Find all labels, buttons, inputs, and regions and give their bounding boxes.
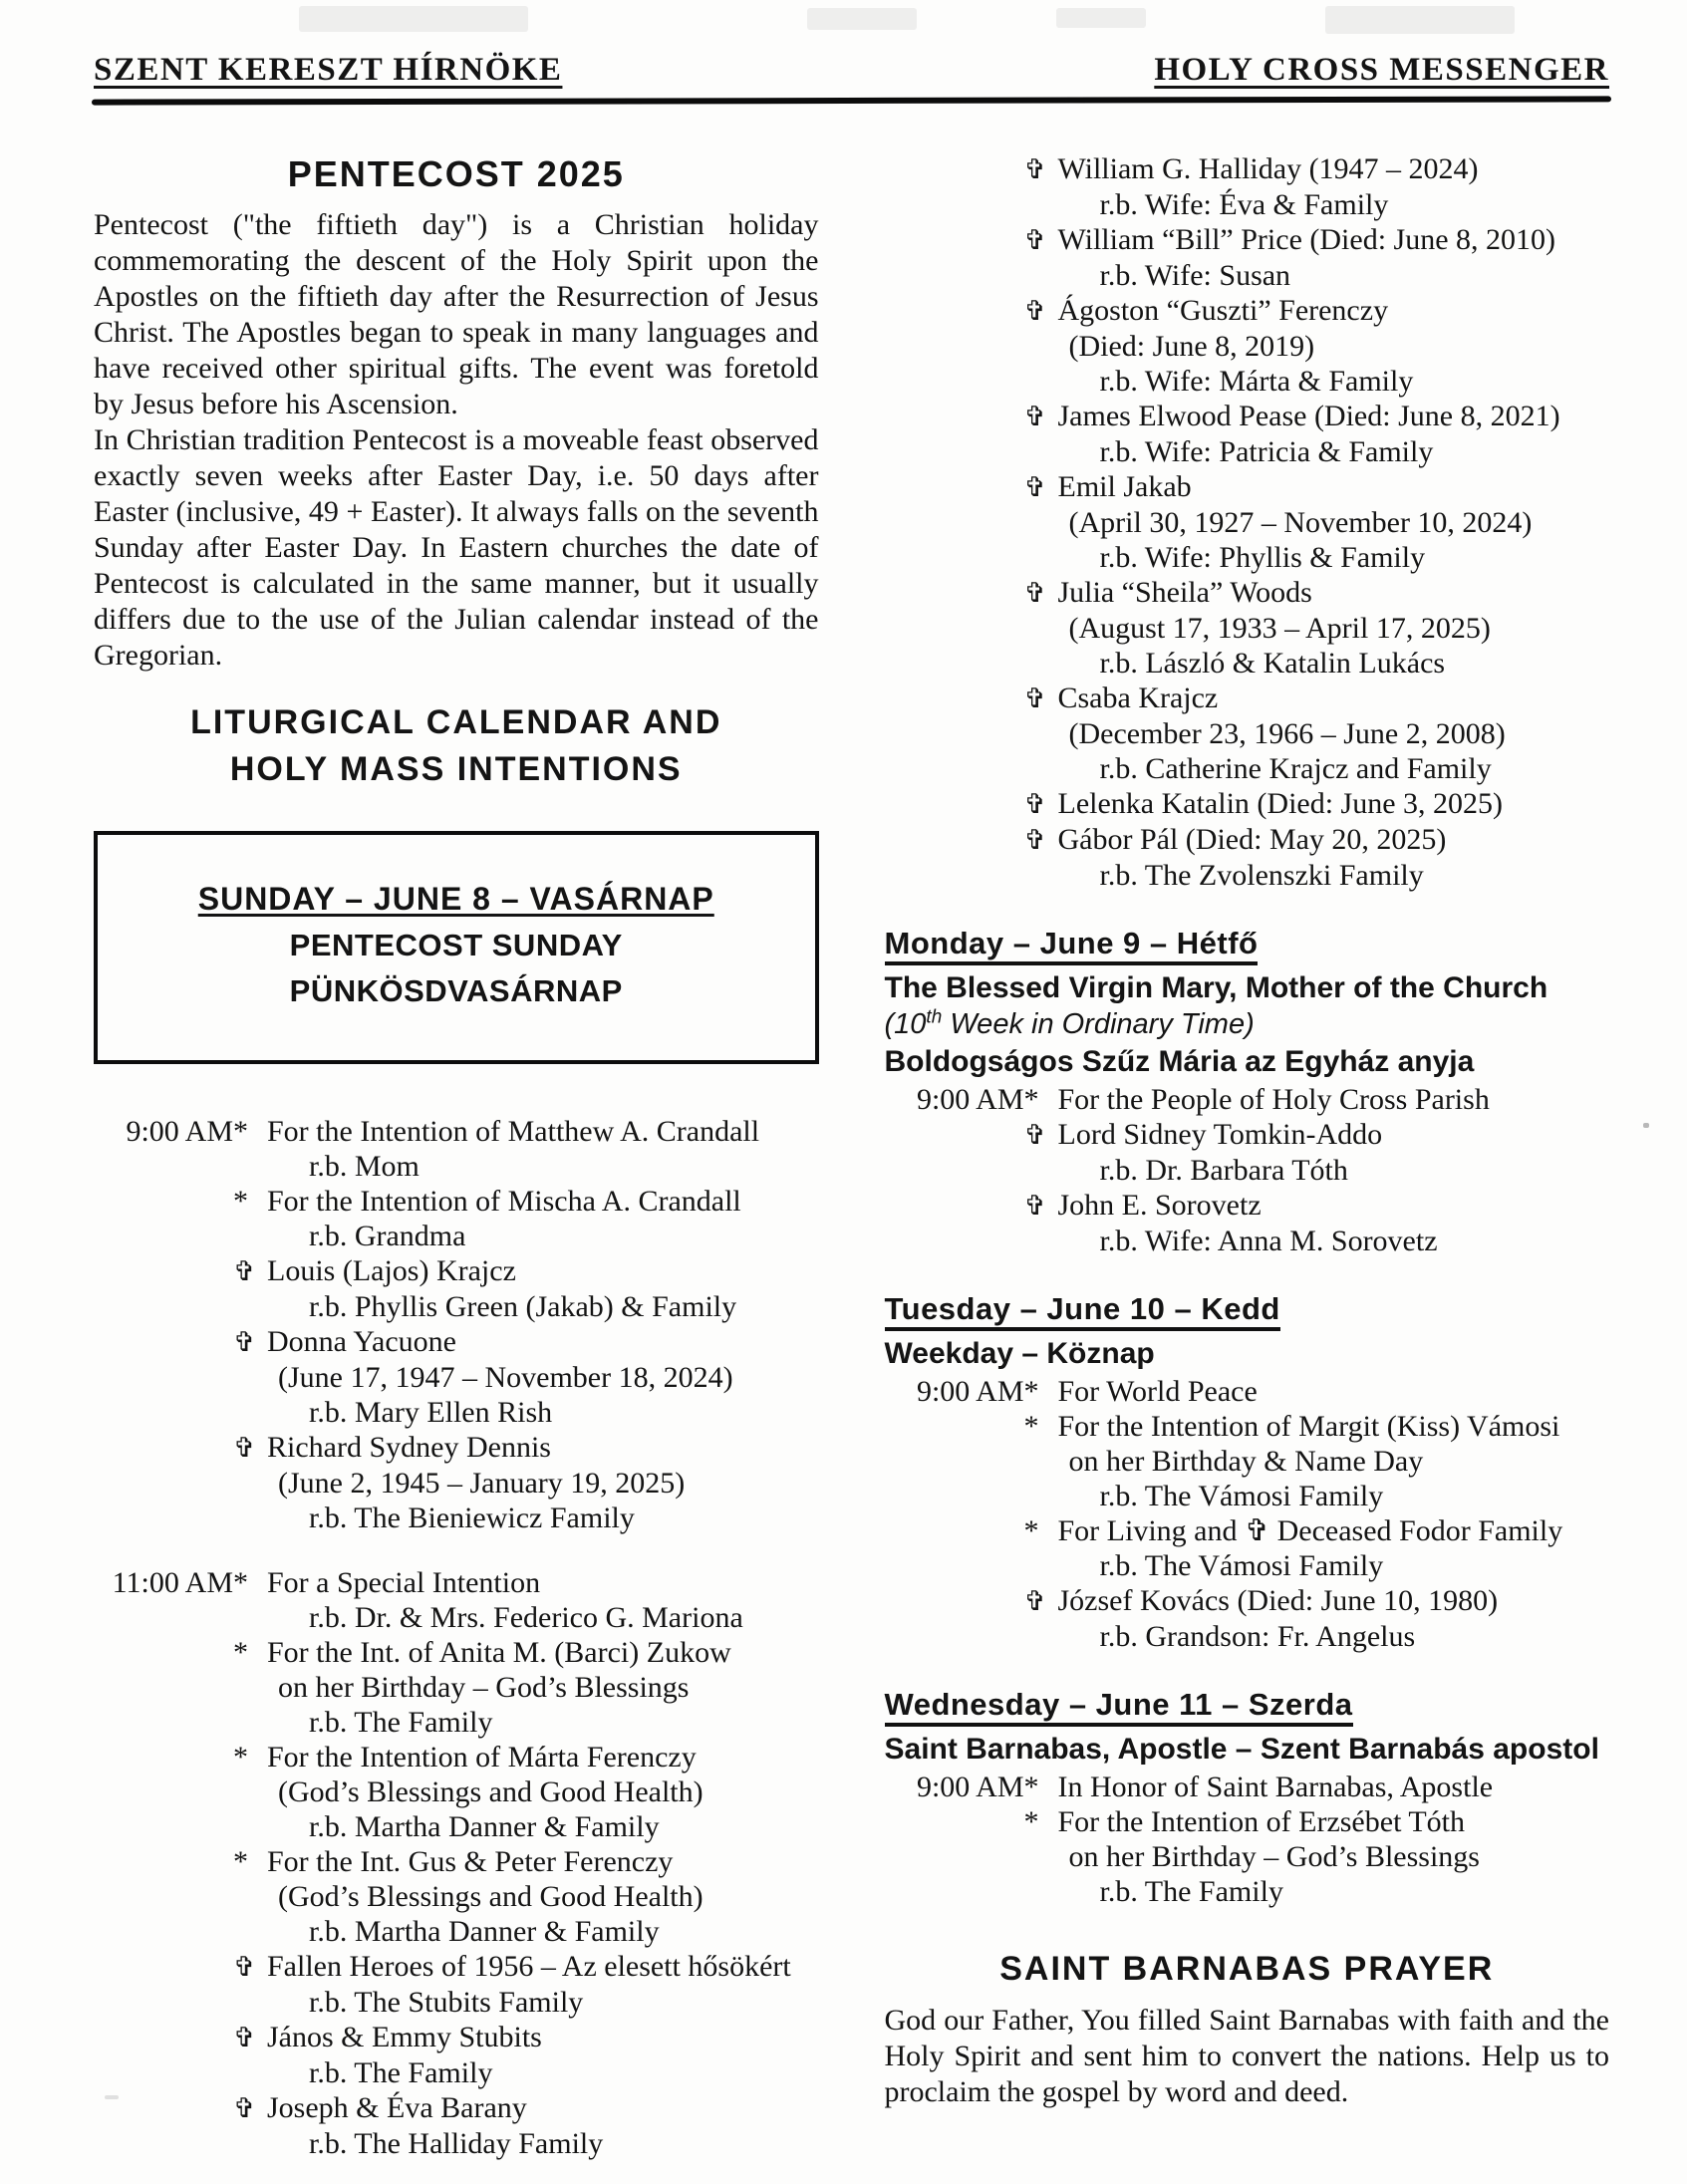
intention-line xyxy=(885,1804,1610,1839)
intention-text: r.b. The Vámosi Family xyxy=(1099,1480,1384,1512)
intention-line xyxy=(885,151,1610,187)
cross-icon: ✞ xyxy=(1023,825,1047,856)
intention-line xyxy=(885,329,1610,364)
article-paragraph: Pentecost ("the fiftieth day") is a Christian holiday commemorating the descent of the Holy Spirit upon the Apostles on the fiftieth day after the Resurrection of Jesus Christ. The Apostles began to speak in many languages and have received other spiritual gifts. The event was foretold by Jesus before his Ascension. xyxy=(94,208,819,420)
scan-smudge xyxy=(299,6,528,32)
calendar-title xyxy=(94,699,819,793)
intention-text: For Living and ✞ Deceased Fodor Family xyxy=(1057,1514,1563,1547)
intention-line xyxy=(885,1374,1610,1409)
mass-time: 9:00 AM xyxy=(916,1771,1024,1803)
intention-text: r.b. The Halliday Family xyxy=(309,2127,604,2160)
intention-text: r.b. Wife: Susan xyxy=(1099,259,1291,292)
asterisk-marker: * xyxy=(1023,1083,1039,1116)
day-section xyxy=(885,926,1610,1258)
intention-text: Csaba Krajcz xyxy=(1057,682,1219,714)
intention-text: John E. Sorovetz xyxy=(1057,1189,1262,1222)
intention-line xyxy=(885,399,1610,434)
intention-line xyxy=(94,2090,819,2126)
intention-line xyxy=(885,646,1610,681)
intention-text: For the Intention of Erzsébet Tóth xyxy=(1057,1805,1466,1838)
intention-text: Fallen Heroes of 1956 – Az elesett hősökért xyxy=(267,1950,791,1983)
cross-icon: ✞ xyxy=(233,2023,256,2053)
intention-line xyxy=(885,822,1610,858)
intention-text: Donna Yacuone xyxy=(267,1325,456,1358)
intention-line xyxy=(885,293,1610,329)
cross-icon: ✞ xyxy=(1023,154,1047,185)
sunday-box xyxy=(94,831,819,1064)
ordinal-superscript: th xyxy=(926,1006,943,1028)
intention-text: Ágoston “Guszti” Ferenczy xyxy=(1057,294,1389,327)
intention-line xyxy=(94,1466,819,1501)
intention-text: r.b. Dr. Barbara Tóth xyxy=(1099,1154,1348,1187)
asterisk-marker: * xyxy=(233,1741,248,1774)
cross-icon: ✞ xyxy=(1023,1120,1047,1151)
intention-text: r.b. The Bieniewicz Family xyxy=(309,1502,635,1534)
intention-line xyxy=(885,786,1610,822)
feast-line: Boldogságos Szűz Mária az Egyház anyja xyxy=(884,1045,1475,1078)
intention-line xyxy=(885,1770,1610,1804)
intention-text: r.b. László & Katalin Lukács xyxy=(1099,647,1446,680)
intention-text: r.b. The Family xyxy=(309,1706,493,1739)
intention-text: r.b. Martha Danner & Family xyxy=(309,1810,660,1843)
intention-line xyxy=(885,751,1610,786)
cross-icon: ✞ xyxy=(1023,296,1047,327)
intention-text: In Honor of Saint Barnabas, Apostle xyxy=(1057,1771,1494,1803)
mass-time: 9:00 AM xyxy=(916,1375,1024,1408)
intention-text: Joseph & Éva Barany xyxy=(267,2091,527,2124)
cross-icon: ✞ xyxy=(233,1256,256,1287)
mass-time-block xyxy=(885,1082,1610,1258)
article-title: PENTECOST 2025 xyxy=(287,153,625,194)
feast-line-post: Week in Ordinary Time) xyxy=(942,1008,1255,1040)
asterisk-marker: * xyxy=(1023,1514,1039,1547)
intention-line xyxy=(885,1224,1610,1258)
cross-icon: ✞ xyxy=(1023,789,1047,820)
day-header-text: Wednesday – June 11 – Szerda xyxy=(885,1687,1353,1727)
intention-line xyxy=(885,1153,1610,1188)
intention-line xyxy=(885,540,1610,575)
intention-text: r.b. Wife: Phyllis & Family xyxy=(1099,541,1426,574)
intention-line xyxy=(94,2020,819,2055)
intention-text: r.b. Mom xyxy=(309,1150,420,1183)
intention-text: William G. Halliday (1947 – 2024) xyxy=(1057,152,1479,185)
asterisk-marker: * xyxy=(233,1636,248,1669)
intention-text: r.b. The Family xyxy=(1099,1875,1283,1908)
two-column-body xyxy=(94,151,1609,2161)
cross-icon: ✞ xyxy=(1023,1586,1047,1617)
intention-text: r.b. Wife: Márta & Family xyxy=(1099,365,1414,398)
intention-text: (August 17, 1933 – April 17, 2025) xyxy=(1068,612,1491,645)
day-header-text: Tuesday – June 10 – Kedd xyxy=(885,1291,1280,1331)
intention-text: r.b. The Zvolenszki Family xyxy=(1099,859,1424,892)
page-header xyxy=(0,52,1687,104)
intention-text: For the Intention of Matthew A. Crandall xyxy=(267,1115,760,1148)
intention-line xyxy=(94,1879,819,1914)
intention-line xyxy=(94,1253,819,1289)
intention-text: r.b. The Family xyxy=(309,2056,493,2089)
intention-line xyxy=(885,1444,1610,1479)
intention-text: (God’s Blessings and Good Health) xyxy=(278,1775,703,1808)
intention-line xyxy=(885,1117,1610,1153)
mass-time-block xyxy=(94,1114,819,1535)
intention-line xyxy=(94,1809,819,1844)
scan-smudge xyxy=(1056,8,1146,28)
intention-line xyxy=(94,1985,819,2020)
scan-smudge xyxy=(807,8,917,30)
left-column xyxy=(94,151,819,2161)
intention-text: (April 30, 1927 – November 10, 2024) xyxy=(1068,506,1533,539)
asterisk-marker: * xyxy=(233,1185,248,1218)
mass-time-block xyxy=(885,1374,1610,1654)
intention-text: r.b. Grandma xyxy=(309,1220,466,1252)
intention-line xyxy=(885,575,1610,611)
day-section xyxy=(885,1291,1610,1654)
intention-line xyxy=(885,222,1610,258)
intention-line xyxy=(885,187,1610,222)
scan-smudge xyxy=(1325,6,1515,34)
intention-text: Louis (Lajos) Krajcz xyxy=(267,1254,516,1287)
mass-time-block xyxy=(94,1565,819,2161)
sunday-box-subtitle-english: PENTECOST SUNDAY xyxy=(289,928,623,962)
intention-line xyxy=(94,1565,819,1600)
intention-text: r.b. Wife: Anna M. Sorovetz xyxy=(1099,1225,1438,1257)
intention-text: r.b. Phyllis Green (Jakab) & Family xyxy=(309,1290,737,1323)
cross-icon: ✞ xyxy=(1023,225,1047,256)
masthead xyxy=(94,52,1609,89)
intention-text: r.b. Catherine Krajcz and Family xyxy=(1099,752,1492,785)
intention-line xyxy=(94,1600,819,1635)
intention-text: For World Peace xyxy=(1057,1375,1258,1408)
intention-text: For the People of Holy Cross Parish xyxy=(1057,1083,1490,1116)
masthead-left-title: SZENT KERESZT HÍRNÖKE xyxy=(94,52,563,88)
intention-line xyxy=(885,434,1610,469)
masthead-right-title: HOLY CROSS MESSENGER xyxy=(1154,52,1609,88)
intention-text: József Kovács (Died: June 10, 1980) xyxy=(1057,1584,1499,1617)
cross-icon: ✞ xyxy=(1023,683,1047,714)
intention-text: For the Intention of Mischa A. Crandall xyxy=(267,1185,741,1218)
intention-text: Lord Sidney Tomkin-Addo xyxy=(1057,1118,1383,1151)
intention-line xyxy=(885,1409,1610,1444)
feast-line: Saint Barnabas, Apostle – Szent Barnabás apostol xyxy=(884,1733,1599,1766)
intention-text: r.b. The Stubits Family xyxy=(309,1986,584,2019)
calendar-title-line: LITURGICAL CALENDAR AND xyxy=(190,703,722,741)
intention-text: William “Bill” Price (Died: June 8, 2010) xyxy=(1057,223,1556,256)
calendar-title-line: HOLY MASS INTENTIONS xyxy=(229,750,683,788)
intention-line xyxy=(885,1479,1610,1513)
weekday-sections xyxy=(885,926,1610,1909)
intention-line xyxy=(94,1219,819,1253)
intention-line xyxy=(885,681,1610,716)
intention-text: r.b. Wife: Patricia & Family xyxy=(1099,435,1434,468)
intention-line xyxy=(885,1513,1610,1548)
day-header xyxy=(885,1291,1610,1327)
intention-line xyxy=(885,1188,1610,1224)
intention-text: Richard Sydney Dennis xyxy=(267,1431,551,1464)
cross-icon: ✞ xyxy=(233,1433,256,1464)
mass-time: 9:00 AM xyxy=(126,1115,233,1148)
intention-line xyxy=(885,1082,1610,1117)
day-header-text: Monday – June 9 – Hétfő xyxy=(885,926,1259,965)
intention-text: on her Birthday – God’s Blessings xyxy=(1068,1840,1480,1873)
intention-line xyxy=(885,716,1610,751)
asterisk-marker: * xyxy=(233,1845,248,1878)
day-section xyxy=(885,1687,1610,1909)
intention-line xyxy=(885,1548,1610,1583)
intention-line xyxy=(94,1705,819,1740)
intention-line xyxy=(885,505,1610,540)
cross-icon: ✞ xyxy=(233,1327,256,1358)
intention-text: For the Intention of Márta Ferenczy xyxy=(267,1741,697,1774)
intention-text: (June 17, 1947 – November 18, 2024) xyxy=(278,1361,733,1394)
intention-text: For the Int. Gus & Peter Ferenczy xyxy=(267,1845,674,1878)
intention-line xyxy=(885,1839,1610,1874)
right-column xyxy=(885,151,1610,2161)
intention-line xyxy=(885,1874,1610,1909)
asterisk-marker: * xyxy=(1023,1771,1039,1803)
intention-line xyxy=(94,1289,819,1324)
intention-text: r.b. Dr. & Mrs. Federico G. Mariona xyxy=(309,1601,743,1634)
intention-line xyxy=(885,1619,1610,1654)
intention-line xyxy=(885,258,1610,293)
intention-text: Gábor Pál (Died: May 20, 2025) xyxy=(1057,823,1447,856)
asterisk-marker: * xyxy=(233,1566,248,1599)
intention-line xyxy=(94,2126,819,2161)
intention-line xyxy=(94,1501,819,1535)
prayer-section xyxy=(885,1949,1610,2110)
intention-text: r.b. Wife: Éva & Family xyxy=(1099,188,1389,221)
intention-text: For a Special Intention xyxy=(267,1566,541,1599)
intention-line xyxy=(885,469,1610,505)
intention-text: Emil Jakab xyxy=(1057,470,1192,503)
intention-text: on her Birthday & Name Day xyxy=(1068,1445,1424,1478)
intention-text: on her Birthday – God’s Blessings xyxy=(278,1671,690,1704)
pentecost-article xyxy=(94,207,819,674)
prayer-text: God our Father, You filled Saint Barnabas with faith and the Holy Spirit and sent him to convert the nations. Help us to proclaim the gospel by word and deed. xyxy=(884,2004,1609,2108)
intention-line xyxy=(885,611,1610,646)
mass-time: 9:00 AM xyxy=(916,1083,1024,1116)
intention-line xyxy=(94,1149,819,1184)
intention-line xyxy=(94,1324,819,1360)
intention-line xyxy=(94,1670,819,1705)
feast-line-pre: (10 xyxy=(884,1008,927,1040)
mass-time-block xyxy=(885,1770,1610,1909)
intention-text: For the Int. of Anita M. (Barci) Zukow xyxy=(267,1636,731,1669)
day-header xyxy=(885,926,1610,961)
intention-line xyxy=(94,1114,819,1149)
intention-text: r.b. The Vámosi Family xyxy=(1099,1549,1384,1582)
intention-line xyxy=(94,1949,819,1985)
intention-text: Lelenka Katalin (Died: June 3, 2025) xyxy=(1057,787,1504,820)
header-rule xyxy=(92,96,1611,105)
intention-text: James Elwood Pease (Died: June 8, 2021) xyxy=(1057,400,1560,432)
sunday-mass-intentions xyxy=(94,1114,819,2161)
cross-icon: ✞ xyxy=(233,1952,256,1983)
cross-icon: ✞ xyxy=(1023,578,1047,609)
intention-line xyxy=(885,1583,1610,1619)
intention-text: (God’s Blessings and Good Health) xyxy=(278,1880,703,1913)
intention-text: r.b. Grandson: Fr. Angelus xyxy=(1099,1620,1416,1653)
asterisk-marker: * xyxy=(1023,1375,1039,1408)
scan-speck xyxy=(1643,1123,1649,1128)
intention-line xyxy=(94,1184,819,1219)
intention-line xyxy=(94,1844,819,1879)
intention-text: (June 2, 1945 – January 19, 2025) xyxy=(278,1467,686,1500)
asterisk-marker: * xyxy=(233,1115,248,1148)
cross-icon: ✞ xyxy=(1023,472,1047,503)
intention-text: (Died: June 8, 2019) xyxy=(1068,330,1315,363)
intention-line xyxy=(885,364,1610,399)
intention-line xyxy=(94,1395,819,1430)
feast-line xyxy=(885,1006,1610,1043)
feast-line: Weekday – Köznap xyxy=(884,1337,1155,1370)
asterisk-marker: * xyxy=(1023,1410,1039,1443)
intention-line xyxy=(94,1914,819,1949)
intention-line xyxy=(94,1740,819,1774)
cross-icon: ✞ xyxy=(1023,402,1047,432)
intention-text: János & Emmy Stubits xyxy=(267,2021,542,2053)
intention-text: For the Intention of Margit (Kiss) Vámosi xyxy=(1057,1410,1560,1443)
intention-line xyxy=(885,858,1610,893)
intention-text: r.b. Martha Danner & Family xyxy=(309,1915,660,1948)
intention-line xyxy=(94,1430,819,1466)
asterisk-marker: * xyxy=(1023,1805,1039,1838)
feast-line: The Blessed Virgin Mary, Mother of the Church xyxy=(884,971,1548,1004)
intention-line xyxy=(94,2055,819,2090)
intention-line xyxy=(94,1360,819,1395)
cross-icon: ✞ xyxy=(1023,1191,1047,1222)
sunday-memorial-list xyxy=(885,151,1610,893)
prayer-title: SAINT BARNABAS PRAYER xyxy=(999,1950,1495,1988)
intention-text: Julia “Sheila” Woods xyxy=(1057,576,1312,609)
intention-text: (December 23, 1966 – June 2, 2008) xyxy=(1068,717,1506,750)
intention-line xyxy=(94,1774,819,1809)
cross-icon: ✞ xyxy=(233,2093,256,2124)
sunday-box-subtitle-hungarian: PÜNKÖSDVASÁRNAP xyxy=(289,973,623,1008)
sunday-box-title: SUNDAY – JUNE 8 – VASÁRNAP xyxy=(197,881,714,917)
intention-line xyxy=(94,1635,819,1670)
article-paragraph: In Christian tradition Pentecost is a moveable feast observed exactly seven weeks after Easter Day, i.e. 50 days after Easter (inclusive, 49 + Easter). It always falls on the seventh Sunday after Easter Day. In Eastern churches the date of Pentecost is calculated in the same manner, but it usually differs due to the use of the Julian calendar instead of the Gregorian. xyxy=(94,423,819,672)
mass-time: 11:00 AM xyxy=(112,1566,233,1599)
intention-text: r.b. Mary Ellen Rish xyxy=(309,1396,553,1429)
day-header xyxy=(885,1687,1610,1723)
